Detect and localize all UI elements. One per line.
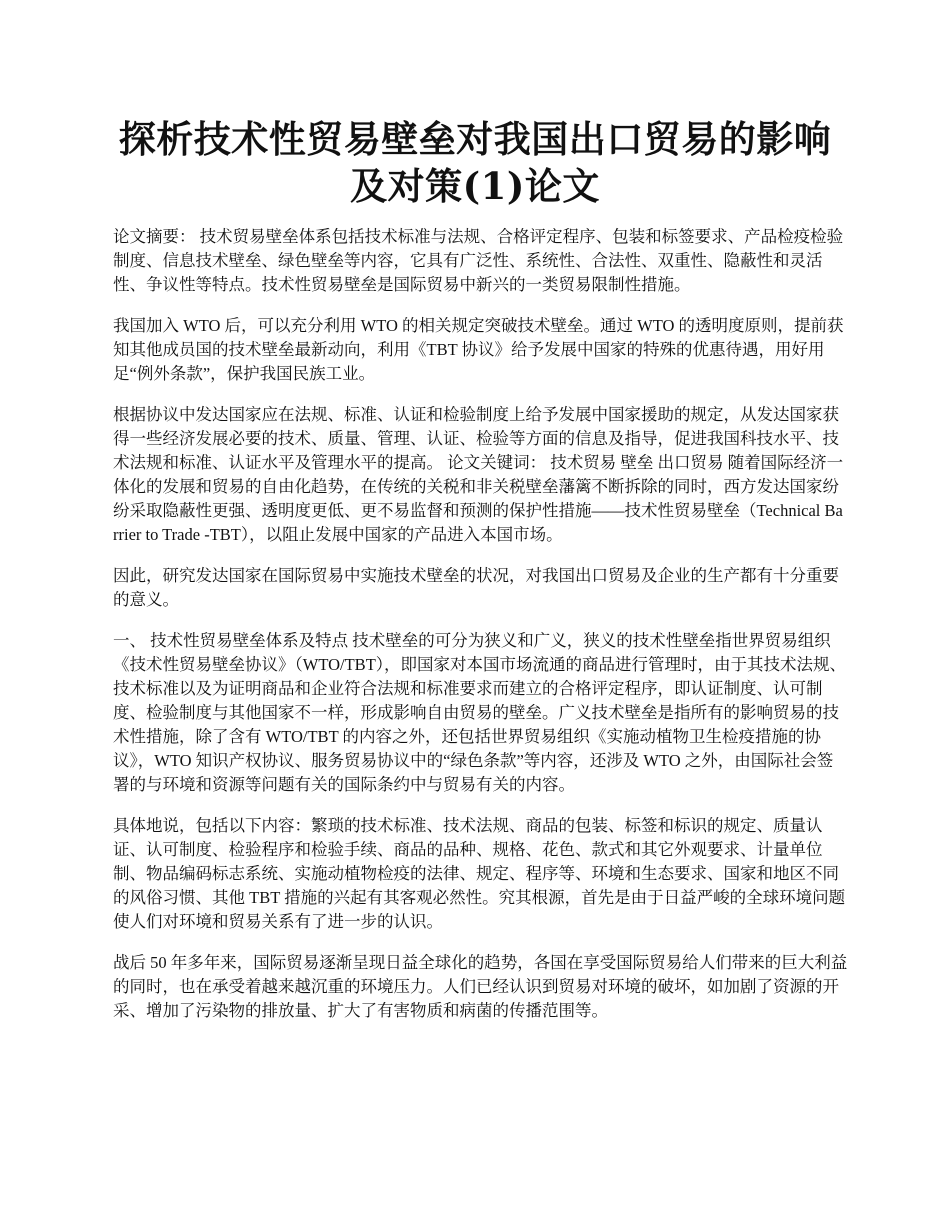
document-body [113,225,848,1040]
document-title [110,116,840,210]
title-line-1: 探析技术性贸易壁垒对我国出口贸易的影响 [118,117,832,161]
paragraph-abstract: 论文摘要： 技术贸易壁垒体系包括技术标准与法规、合格评定程序、包装和标签要求、产品检疫检验制度、信息技术壁垒、绿色壁垒等内容，它具有广泛性、系统性、合法性、双重性、隐蔽性和灵活性、争议性等特点。技术性贸易壁垒是国际贸易中新兴的一类贸易限制性措施。 [113,227,844,294]
paragraph-postwar: 战后 50 年多年来，国际贸易逐渐呈现日益全球化的趋势，各国在享受国际贸易给人们带来的巨大利益的同时，也在承受着越来越沉重的环境压力。人们已经认识到贸易对环境的破坏，如加剧了资源的开采、增加了污染物的排放量、扩大了有害物质和病菌的传播范围等。 [113,953,848,1020]
paragraph-wto: 我国加入 WTO 后，可以充分利用 WTO 的相关规定突破技术壁垒。通过 WTO 的透明度原则，提前获知其他成员国的技术壁垒最新动向，利用《TBT 协议》给予发展中国家的特殊的优惠待遇，用好用足“例外条款”，保护我国民族工业。 [113,316,844,383]
paragraph-specifics: 具体地说，包括以下内容：繁琐的技术标准、技术法规、商品的包装、标签和标识的规定、质量认证、认可制度、检验程序和检验手续、商品的品种、规格、花色、款式和其它外观要求、计量单位制、物品编码标志系统、实施动植物检疫的法律、规定、程序等、环境和生态要求、国家和地区不同的风俗习惯、其他 TBT 措施的兴起有其客观必然性。究其根源，首先是由于日益严峻的全球环境问题使人们对环境和贸易关系有了进一步的认识。 [113,816,846,931]
paragraph-section-one: 一、 技术性贸易壁垒体系及特点 技术壁垒的可分为狭义和广义，狭义的技术性壁垒指世界贸易组织《技术性贸易壁垒协议》（WTO/TBT），即国家对本国市场流通的商品进行管理时，由于其技术法规、技术标准以及为证明商品和企业符合法规和标准要求而建立的合格评定程序，即认证制度、认可制度、检验制度与其他国家不一样，形成影响自由贸易的壁垒。广义技术壁垒是指所有的影响贸易的技术性措施，除了含有 WTO/TBT 的内容之外，还包括世界贸易组织《实施动植物卫生检疫措施的协议》，WTO 知识产权协议、服务贸易协议中的“绿色条款”等内容，还涉及 WTO 之外，由国际社会签署的与环境和资源等问题有关的国际条约中与贸易有关的内容。 [113,631,847,794]
title-line-2: 及对策(1)论文 [350,164,600,208]
paragraph-significance: 因此，研究发达国家在国际贸易中实施技术壁垒的状况，对我国出口贸易及企业的生产都有十分重要的意义。 [113,566,839,609]
paragraph-agreement: 根据协议中发达国家应在法规、标准、认证和检验制度上给予发展中国家援助的规定，从发达国家获得一些经济发展必要的技术、质量、管理、认证、检验等方面的信息及指导，促进我国科技水平、技术法规和标准、认证水平及管理水平的提高。 论文关键词： 技术贸易 壁垒 出口贸易 随着国际经济一体化的发展和贸易的自由化趋势，在传统的关税和非关税壁垒藩篱不断拆除的同时，西方发达国家纷纷采取隐蔽性更强、透明度更低、更不易监督和预测的保护性措施——技术性贸易壁垒（Technical Barrier to Trade -TBT），以阻止发展中国家的产品进入本国市场。 [113,405,844,544]
